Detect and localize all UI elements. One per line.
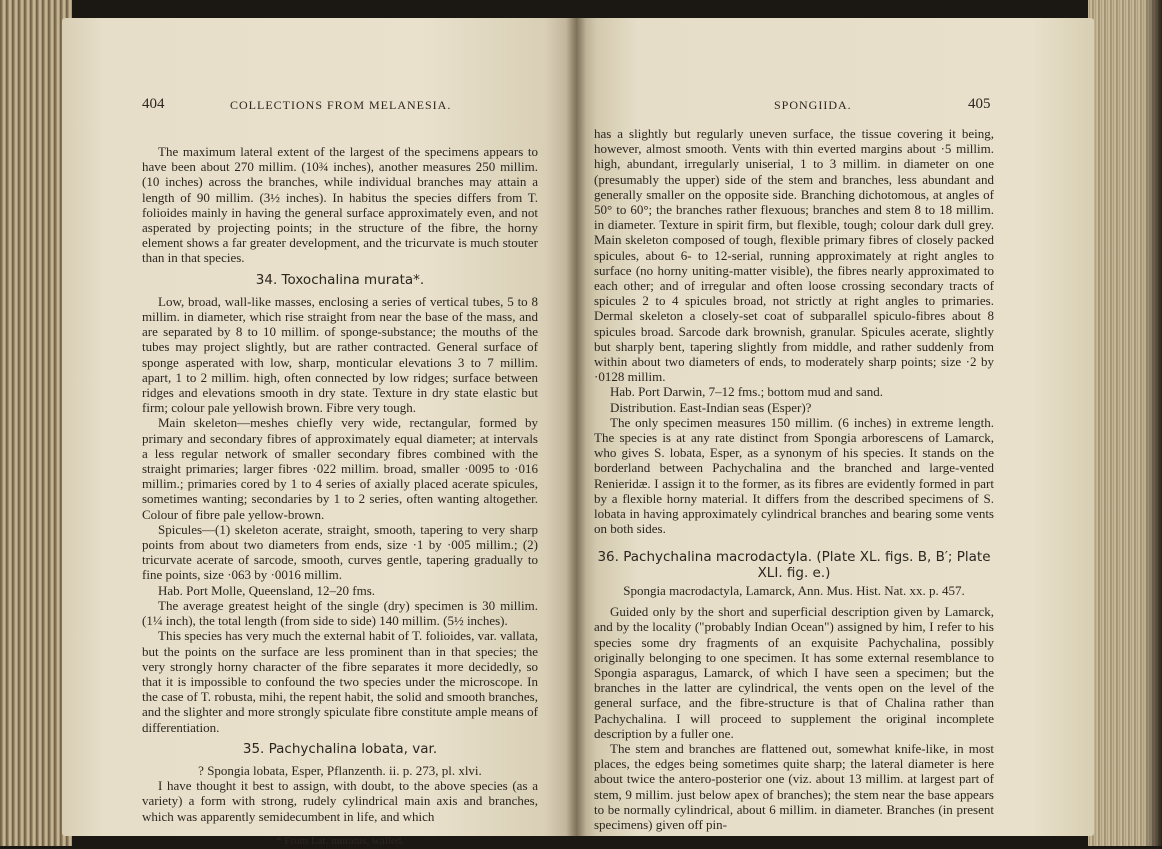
paragraph: The only specimen measures 150 millim. (6 inches) in extreme length. The species is at any rate distinct from Spongia arborescens of Lamarck, who gives S. lobata, Esper, as a synonym of his species. It stands on the borderland between Pachychalina and the branched and large-vented Renieridæ. I assign it to the former, as its fibres are evidently formed in part by a flexible horny material. It differs from the described specimens of S. lobata in having approximately cylindrical branches and bearing some vents on both sides. — [594, 414, 994, 537]
distribution-line: Distribution. East-Indian seas (Esper)? — [610, 399, 812, 415]
right-running-head: SPONGIIDA. — [774, 98, 852, 112]
left-running-head: COLLECTIONS FROM MELANESIA. — [230, 98, 452, 112]
book-gutter — [566, 18, 586, 836]
intro-paragraph: The maximum lateral extent of the largest of the specimens appears to have been about 270 millim. (10¾ inches), another measures 250 millim. (10 inches) across the branches, while individual branches may attain a length of 90 millim. (3½ inches). In habitus the species differs from T. folioides mainly in having the general surface approximately even, and not asperated by projecting points; in the structure of the fibre, the horny element shows a far greater development, and the tricurvate is much stouter than in that species. — [142, 144, 538, 266]
paragraph: Guided only by the short and superficial description given by Lamarck, and by the locality ("probably Indian Ocean") assigned by him, I refer to his species some dry fragments of an exquisite Pachychalina, possibly originally belonging to one specimen. It has some external resemblance to Spongia asparagus, Lamarck, of which I have seen a specimen; but the branches in the latter are cylindrical, the vents open on the level of the general surface, and the fibre-structure is that of Chalina rather than Pachychalina. I will proceed to supplement the original incomplete description by a fuller one. — [594, 604, 994, 741]
paragraph: This species has very much the external habit of T. folioides, var. vallata, but the points on the surface are less prominent than in that species; the very strongly horny character of the fibre separates it more decidedly, so that it is impossible to confound the two species under the microscope. In the case of T. robusta, mihi, the repent habit, the solid and smooth branches, and the slighter and more strongly spiculate fibre constitute ample means of differentiation. — [142, 628, 538, 735]
left-page-number: 404 — [142, 96, 165, 112]
paragraph: The stem and branches are flattened out, somewhat knife-like, in most places, the edges being sometimes quite sharp; the lateral diameter is here about twice the antero-posterior one (viz. about 13 millim. at largest part of stem, 9 millim. just below apex of branches); the stem near the base appears to be normally cylindrical, about 6 millim. in diameter. Branches (in present specimens) given off pin- — [594, 740, 994, 832]
paragraph: Low, broad, wall-like masses, enclosing a series of vertical tubes, 5 to 8 millim. in diameter, which rise straight from near the base of the mass, and are separated by 8 to 10 millim. of sponge-substance; the mouths of the tubes may project slightly, but are rather contracted. General surface of sponge asperated with low, sharp, monticular elevations 3 to 7 millim. apart, 1 to 2 millim. high, often connected by low ridges; surface between ridges and elevations smooth in dry state. Texture in dry state elastic but firm; colour pale yellowish brown. Fibre very tough. — [142, 293, 538, 416]
right-page-edges — [1088, 0, 1162, 846]
section-heading-36: 36. Pachychalina macrodactyla. (Plate XL. figs. B, B′; Plate XLI. fig. e.) — [597, 549, 991, 581]
right-page — [576, 18, 1094, 836]
paragraph: The average greatest height of the single (dry) specimen is 30 millim. (1¼ inch), the total length (from side to side) 140 millim. (5½ inches). — [142, 597, 538, 629]
synonym-line: Spongia macrodactyla, Lamarck, Ann. Mus. Hist. Nat. xx. p. 457. — [623, 582, 965, 598]
footnote: * From Lat. muratus, walled. — [275, 834, 404, 847]
paragraph: Hab. Port Molle, Queensland, 12–20 fms. — [158, 582, 376, 598]
paragraph: Main skeleton—meshes chiefly very wide, rectangular, formed by primary and secondary fibres of approximately equal diameter; at intervals a less regular network of smaller secondary fibres combined with the straight primaries; larger fibres ·022 millim. broad, smaller ·0095 to ·016 millim.; primaries cored by 1 to 4 series of axially placed acerate spicules, sometimes wanting; secondaries by 1 to 2 series, often wanting altogether. Colour of fibre pale yellow-brown. — [142, 415, 538, 522]
section-heading-35: 35. Pachychalina lobata, var. — [242, 740, 438, 757]
left-page — [62, 18, 576, 847]
synonym-line: ? Spongia lobata, Esper, Pflanzenth. ii. p. 273, pl. xlvi. — [198, 762, 482, 778]
section-heading-34: 34. Toxochalina murata*. — [255, 271, 425, 288]
left-text-block — [142, 144, 538, 849]
right-text-block — [594, 126, 994, 832]
habitat-line: Hab. Port Darwin, 7–12 fms.; bottom mud and sand. — [610, 384, 883, 400]
paragraph: has a slightly but regularly uneven surface, the tissue covering it being, however, almost smooth. Vents with thin everted margins about ·5 millim. high, abundant, irregularly uniserial, 1 to 3 millim. in diameter on one (presumably the upper) side of the stem and branches, less abundant and generally smaller on the opposite side. Branching dichotomous, at angles of 50° to 60°; the branches rather flexuous; branches and stem 8 to 18 millim. in diameter. Texture in spirit firm, but flexible, tough; colour dark dull grey. Main skeleton composed of tough, flexible primary fibres of closely packed spicules, about 6- to 12-serial, running approximately at right angles to surface (no horny uniting-matter visible), the fibres nearly approximated to each other; and of irregular and often loose crossing secondary tracts of spicules 2 to 4 spicules broad, not strictly at right angles to primaries. Dermal skeleton a closely-set coat of subparallel spiculo-fibres about 8 spicules broad. Sarcode dark brownish, granular. Spicules acerate, slightly but sharply bent, tapering slightly from middle, and rather suddenly from within about two diameters of ends, to moderately sharp points; size ·2 by ·0128 millim. — [594, 126, 994, 385]
paragraph: Spicules—(1) skeleton acerate, straight, smooth, tapering to very sharp points from about two diameters from ends, size ·1 by ·005 millim.; (2) tricurvate acerate of sarcode, smooth, curves gentle, tapering gradually to fine points, size ·063 by ·0016 millim. — [142, 521, 538, 583]
right-page-number: 405 — [968, 96, 991, 112]
paragraph: I have thought it best to assign, with doubt, to the above species (as a variety) a form with strong, rudely cylindrical main axis and branches, which was apparently semidecumbent in life, and which — [142, 778, 538, 824]
